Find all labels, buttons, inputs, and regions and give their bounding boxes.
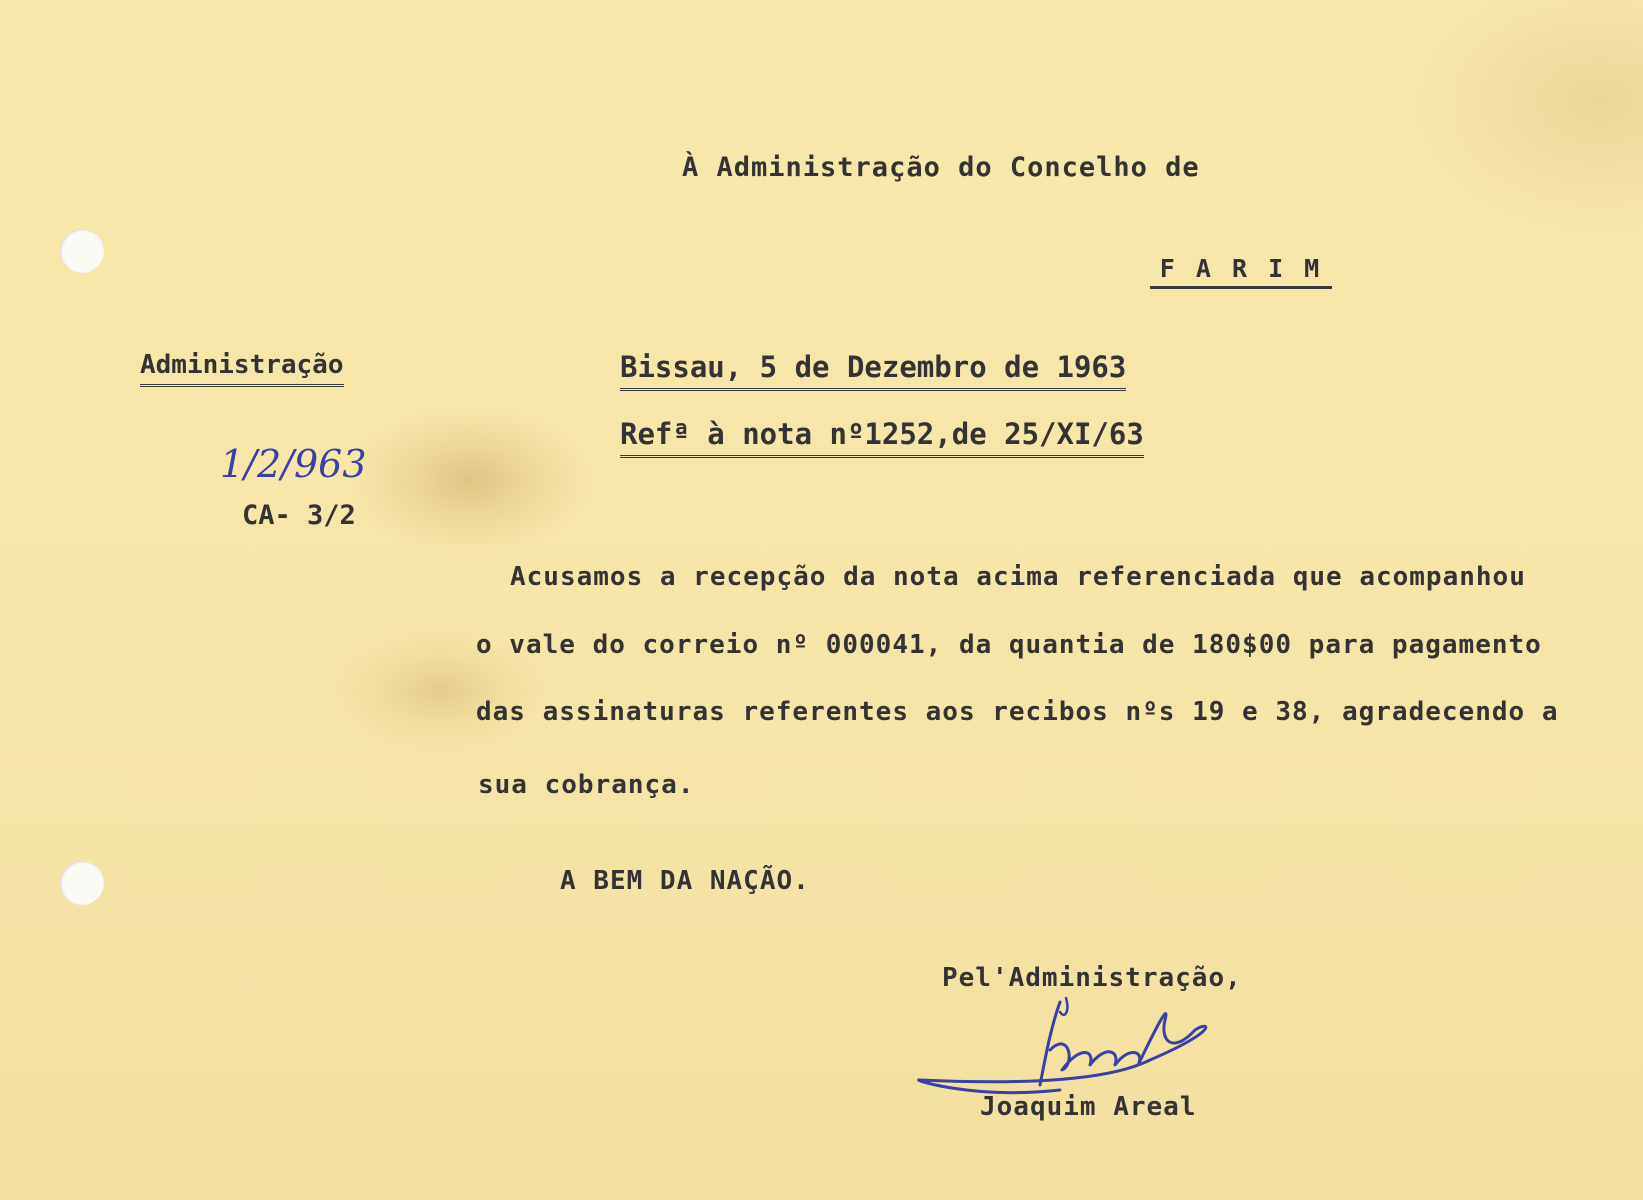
- closing-phrase: A BEM DA NAÇÃO.: [560, 866, 810, 896]
- reference-code: CA- 3/2: [242, 500, 356, 531]
- body-line-3: das assinaturas referentes aos recibos nºs 19 e 38, agradecendo a: [476, 697, 1559, 727]
- sign-off: Pel'Administração,: [942, 963, 1242, 993]
- sender-department: Administração: [140, 350, 344, 387]
- reference-number: 1/2/963: [220, 442, 367, 486]
- signatory-name: Joaquim Areal: [980, 1092, 1197, 1122]
- addressee-place: F A R I M: [1150, 254, 1332, 289]
- punch-hole-bottom: [60, 861, 104, 905]
- reference-line: Refª à nota nº1252,de 25/XI/63: [620, 417, 1144, 458]
- punch-hole-top: [60, 229, 104, 273]
- body-line-4: sua cobrança.: [478, 770, 695, 800]
- addressee-line: À Administração do Concelho de: [682, 152, 1200, 183]
- date-line: Bissau, 5 de Dezembro de 1963: [620, 350, 1126, 391]
- body-line-2: o vale do correio nº 000041, da quantia de 180$00 para pagamento: [476, 630, 1542, 660]
- body-line-1: Acusamos a recepção da nota acima referenciada que acompanhou: [510, 562, 1526, 592]
